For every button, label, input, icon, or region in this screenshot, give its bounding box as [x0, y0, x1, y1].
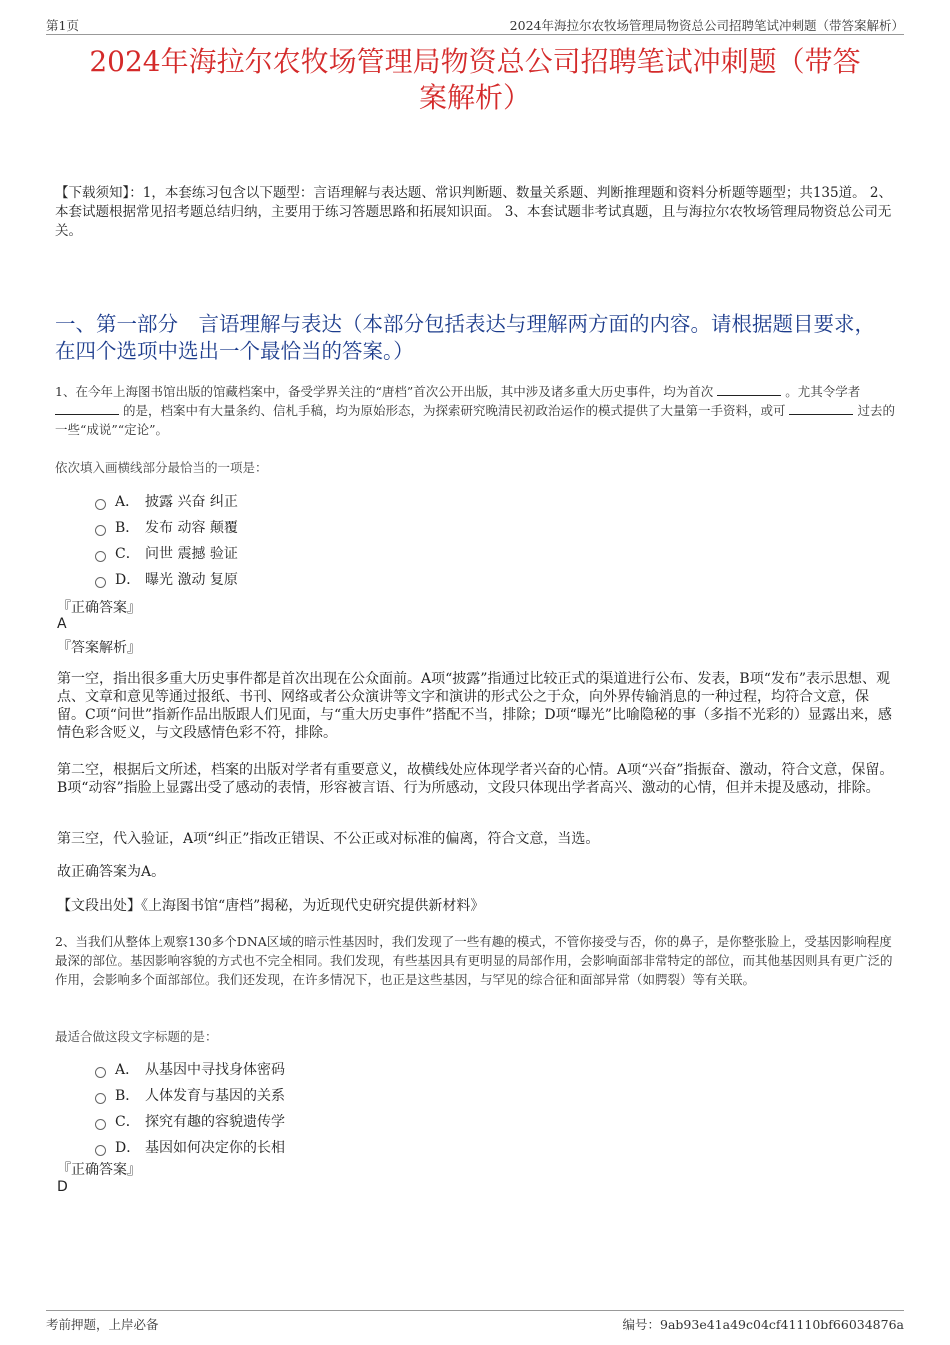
q1-analysis-paragraph-3: 第三空，代入验证，A项“纠正”指改正错误、不公正或对标准的偏离，符合文意，当选。 [57, 831, 600, 847]
q2-answer-label: 『正确答案』 [57, 1162, 141, 1178]
q1-option-d[interactable] [95, 566, 238, 592]
q1-text-part-4: 过去的一些“成说”“定论”。 [55, 403, 895, 437]
document-title [50, 44, 900, 116]
download-notice: 【下载须知】：1，本套练习包含以下题型：言语理解与表达题、常识判断题、数量关系题、判断推理题和资料分析题等题型；共135道。 2、本套试题根据常见招考题总结归纳，主要用于练习答题思路和拓展知识面。 3、本套试题非考试真题，且与海拉尔农牧场管理局物资总公司无关。 [55, 185, 892, 239]
answer-blank-1 [717, 383, 781, 396]
footer-serial: 编号：9ab93e41a49c04cf41110bf66034876a [622, 1317, 904, 1332]
page-number: 第1页 [46, 18, 79, 33]
option-text: 发布 动容 颠覆 [145, 520, 238, 536]
q1-analysis-paragraph-2: 第二空，根据后文所述，档案的出版对学者有重要意义，故横线处应体现学者兴奋的心情。A项“兴奋”指振奋、激动，符合文意，保留。B项“动容”指脸上显露出受了感动的表情，形容被言语、行为所感动，文段只体现出学者高兴、激动的心情，但并未提及感动，排除。 [57, 762, 894, 796]
q2-option-b[interactable] [95, 1082, 285, 1108]
q1-options [95, 488, 238, 592]
title-line-2: 案解析） [418, 81, 531, 114]
option-key: C． [115, 1114, 140, 1130]
option-key: B． [115, 1088, 140, 1104]
q2-option-a[interactable] [95, 1056, 285, 1082]
option-text: 从基因中寻找身体密码 [145, 1062, 285, 1078]
question-2-stem: 2、当我们从整体上观察130多个DNA区域的暗示性基因时，我们发现了一些有趣的模式，不管你接受与否，你的鼻子，是你整张脸上，受基因影响程度最深的部位。基因影响容貌的方式也不完全相同。我们发现，有些基因具有更明显的局部作用，会影响面部非常特定的部位，而其他基因则具有更广泛的作用，会影响多个面部部位。我们还发现，在许多情况下，也正是这些基因，与罕见的综合征和面部异常（如腭裂）等有关联。 [55, 934, 893, 987]
q1-text-part-1: 1、在今年上海图书馆出版的馆藏档案中，备受学界关注的“唐档”首次公开出版，其中涉及诸多重大历史事件，均为首次 [55, 384, 714, 399]
q1-analysis-label: 『答案解析』 [57, 640, 141, 656]
footer-slogan: 考前押题，上岸必备 [46, 1317, 159, 1332]
q1-option-a[interactable] [95, 488, 238, 514]
q2-prompt: 最适合做这段文字标题的是： [55, 1029, 218, 1044]
radio-icon[interactable] [95, 551, 106, 562]
option-text: 问世 震撼 验证 [145, 546, 238, 562]
option-text: 探究有趣的容貌遗传学 [145, 1114, 285, 1130]
q2-options [95, 1056, 285, 1160]
q1-answer: A [57, 616, 67, 632]
option-key: A． [115, 1062, 140, 1078]
option-text: 曝光 激动 复原 [145, 572, 238, 588]
radio-icon[interactable] [95, 1067, 106, 1078]
radio-icon[interactable] [95, 525, 106, 536]
radio-icon[interactable] [95, 1145, 106, 1156]
option-key: D． [115, 572, 141, 588]
q1-answer-label: 『正确答案』 [57, 600, 141, 616]
q1-source: 【文段出处】《上海图书馆“唐档”揭秘，为近现代史研究提供新材料》 [57, 898, 485, 914]
page-footer [46, 1310, 904, 1333]
header-doc-title: 2024年海拉尔农牧场管理局物资总公司招聘笔试冲刺题（带答案解析） [509, 18, 904, 33]
option-key: D． [115, 1140, 141, 1156]
radio-icon[interactable] [95, 577, 106, 588]
q1-analysis-paragraph-4: 故正确答案为A。 [57, 864, 166, 880]
section-heading: 一、第一部分 言语理解与表达（本部分包括表达与理解两方面的内容。请根据题目要求，在四个选项中选出一个最恰当的答案。） [55, 312, 875, 363]
page-header [46, 14, 904, 35]
radio-icon[interactable] [95, 499, 106, 510]
answer-blank-3 [789, 402, 853, 415]
q1-option-b[interactable] [95, 514, 238, 540]
option-key: A． [115, 494, 140, 510]
q2-answer: D [57, 1179, 68, 1195]
q1-text-part-3: 的是，档案中有大量条约、信札手稿，均为原始形态，为探索研究晚清民初政治运作的模式提供了大量第一手资料，或可 [122, 403, 786, 418]
q1-option-c[interactable] [95, 540, 238, 566]
title-line-1: 2024年海拉尔农牧场管理局物资总公司招聘笔试冲刺题（带答 [89, 45, 861, 78]
radio-icon[interactable] [95, 1119, 106, 1130]
q1-prompt: 依次填入画横线部分最恰当的一项是： [55, 460, 268, 475]
option-text: 基因如何决定你的长相 [145, 1140, 285, 1156]
q2-option-d[interactable] [95, 1134, 285, 1160]
answer-blank-2 [55, 402, 119, 415]
option-text: 披露 兴奋 纠正 [145, 494, 238, 510]
q1-analysis-paragraph-1: 第一空，指出很多重大历史事件都是首次出现在公众面前。A项“披露”指通过比较正式的渠道进行公布、发表，B项“发布”表示思想、观点、文章和意见等通过报纸、书刊、网络或者公众演讲等文字和演讲的形式公之于众，向外界传输消息的一种过程，均符合文意，保留。C项“问世”指新作品出版跟人们见面，与“重大历史事件”搭配不当，排除；D项“曝光”比喻隐秘的事（多指不光彩的）显露出来，感情色彩含贬义，与文段感情色彩不符，排除。 [57, 671, 892, 741]
q1-text-part-2: 。尤其令学者 [785, 384, 861, 399]
option-key: B． [115, 520, 140, 536]
option-text: 人体发育与基因的关系 [145, 1088, 285, 1104]
question-1-stem [55, 382, 895, 439]
option-key: C． [115, 546, 140, 562]
q2-option-c[interactable] [95, 1108, 285, 1134]
radio-icon[interactable] [95, 1093, 106, 1104]
